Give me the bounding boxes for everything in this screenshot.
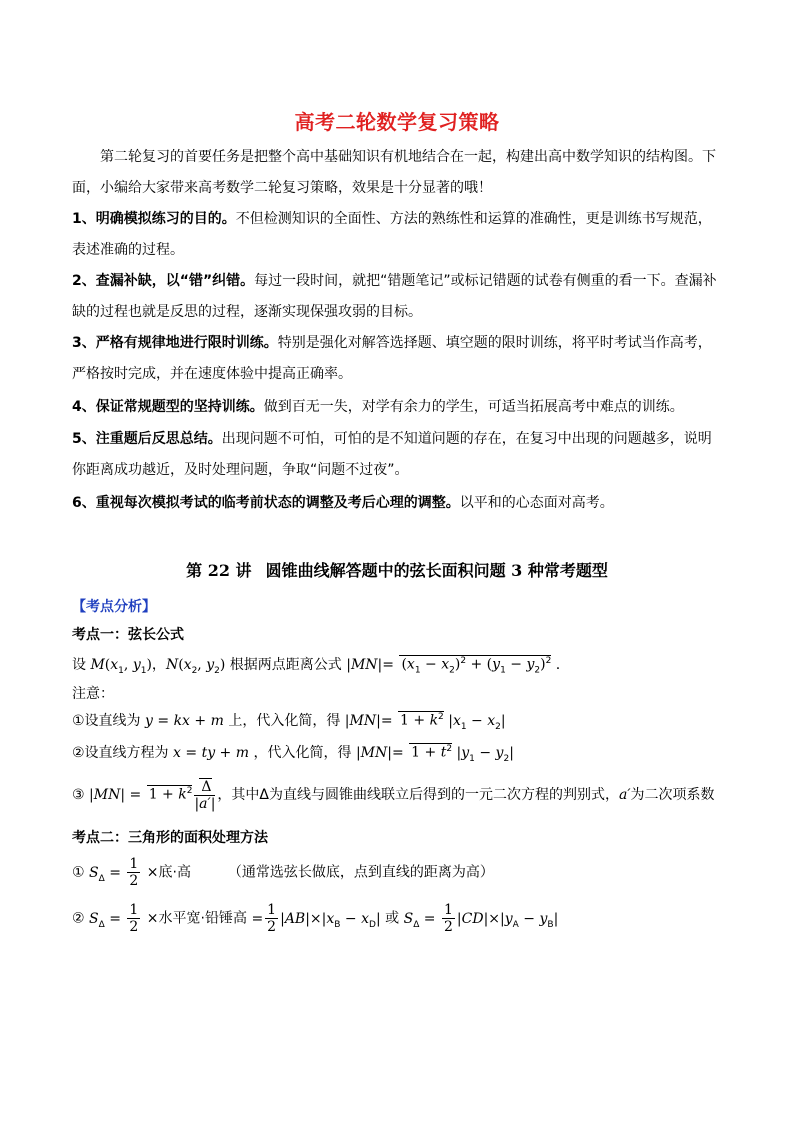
formula-chord-x: $|MN|= 1 + k^2$ $|x_1 - x_2|$ (344, 712, 506, 732)
strategy-1 (72, 204, 722, 266)
formula-a-prime: a′ (619, 787, 631, 803)
p2-item1-prefix: ① (72, 864, 85, 881)
p2-item2-or: 或 (385, 910, 400, 927)
item3-tail: 为二次项系数 (630, 787, 715, 803)
strategy-head: 4、保证常规题型的坚持训练。 (72, 399, 264, 415)
setup-prefix: 设 (72, 657, 86, 673)
item2-prefix: ②设直线方程为 (72, 745, 169, 761)
item3-text: ，其中Δ为直线与圆锥曲线联立后得到的一元二次方程的判别式， (217, 787, 619, 803)
strategy-head: 3、严格有规律地进行限时训练。 (72, 335, 278, 351)
note-label: 注意： (72, 686, 114, 702)
formula-points: $M(x_1$, $y_1$)，$N(x_2$, $y_2$) (90, 657, 226, 676)
lecture-number: 第 22 讲 (186, 561, 252, 580)
lecture-heading (0, 558, 794, 581)
point1-item2 (72, 742, 514, 764)
strategy-2 (72, 266, 722, 328)
formula-chord-y: $|MN|= 1 + t^2$ $|y_1 - y_2|$ (355, 744, 514, 764)
formula-distance: $|MN|= (x_1 - x_2)^2 + (y_1 - y_2)^2$ . (346, 656, 561, 676)
point1-setup (72, 654, 560, 676)
analysis-label: 【考点分析】 (72, 599, 156, 615)
formula-line-inverse: x = ty + m (173, 745, 250, 761)
strategy-body: 每过一段时间，就把“错题笔记”或标记错题的试卷有侧重的看一下。查漏补缺的过程也就是反思的过程，逐渐实现保强攻弱的目标。 (72, 273, 717, 320)
point2-title: 考点二：三角形的面积处理方法 (72, 830, 268, 846)
p2-item1-times: ×底·高 (146, 864, 191, 881)
strategy-head: 1、明确模拟练习的目的。 (72, 211, 236, 227)
point1-item3 (72, 778, 715, 812)
strategy-5 (72, 424, 722, 486)
formula-line-slope: y = kx + m (145, 713, 224, 729)
formula-area-cd: $S_\Delta$ = $\frac{1}{2}$ $|CD|\times|y_A - y_B|$ (403, 902, 559, 935)
strategy-body: 特别是强化对解答选择题、填空题的限时训练，将平时考试当作高考，严格按时完成，并在速度体验中提高正确率。 (72, 335, 712, 382)
strategy-3 (72, 328, 722, 390)
point1-title: 考点一：弦长公式 (72, 627, 184, 643)
p2-item1-note: （通常选弦长做底，点到直线的距离为高） (227, 864, 494, 881)
strategy-head: 5、注重题后反思总结。 (72, 431, 222, 447)
setup-mid: 根据两点距离公式 (229, 657, 342, 673)
strategy-body: 以平和的心态面对高考。 (459, 495, 614, 511)
strategy-head: 2、查漏补缺，以“错”纠错。 (72, 273, 255, 289)
point2-item1 (72, 856, 494, 889)
formula-chord-delta: $|MN| = 1 + k^2$ $\frac{\Delta}{|a'|}$ (89, 779, 216, 812)
formula-area-ab: = $\frac{1}{2}$ $|AB|\times|x_B - x_D|$ (251, 902, 381, 935)
p2-item2-times: ×水平宽·铅锤高 (146, 910, 247, 927)
strategy-body: 不但检测知识的全面性、方法的熟练性和运算的准确性，更是训练书写规范，表述准确的过程。 (72, 211, 712, 258)
strategy-body: 出现问题不可怕，可怕的是不知道问题的存在，在复习中出现的问题越多，说明你距离成功越近，及时处理问题，争取“问题不过夜”。 (72, 431, 712, 478)
item1-mid: 上，代入化简，得 (228, 713, 341, 729)
p2-item2-prefix: ② (72, 910, 85, 927)
item1-prefix: ①设直线为 (72, 713, 141, 729)
strategy-6 (72, 488, 722, 519)
formula-area-basic: $S_\Delta$ = $\frac{1}{2}$ (89, 856, 139, 889)
lecture-title: 圆锥曲线解答题中的弦长面积问题 3 种常考题型 (265, 561, 608, 580)
item3-prefix: ③ (72, 787, 85, 803)
item2-mid: ，代入化简，得 (253, 745, 352, 761)
strategy-head: 6、重视每次模拟考试的临考前状态的调整及考后心理的调整。 (72, 495, 460, 511)
strategy-4 (72, 392, 722, 423)
strategy-body: 做到百无一失，对学有余力的学生，可适当拓展高考中难点的训练。 (263, 399, 684, 415)
point1-item1 (72, 710, 506, 732)
page-title: 高考二轮数学复习策略 (294, 110, 500, 134)
intro-paragraph: 第二轮复习的首要任务是把整个高中基础知识有机地结合在一起，构建出高中数学知识的结构图。下面，小编给大家带来高考数学二轮复习策略，效果是十分显著的哦！ (72, 149, 716, 196)
formula-area-lead: $S_\Delta$ = $\frac{1}{2}$ (89, 902, 139, 935)
point2-item2 (72, 902, 558, 935)
